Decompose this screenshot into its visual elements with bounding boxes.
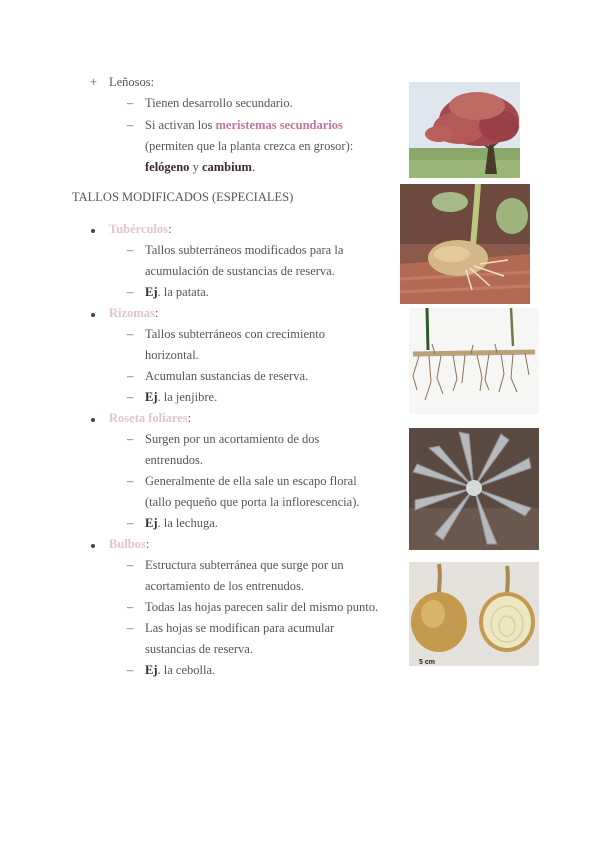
dash-marker: – xyxy=(127,285,134,299)
bullet-dot xyxy=(91,418,95,422)
dash-marker: – xyxy=(127,243,134,257)
tuberculos-title: Tubérculos: xyxy=(109,222,172,236)
rosette-photo xyxy=(409,428,539,550)
tuberculos-line-2: acumulación de sustancias de reserva. xyxy=(145,264,335,278)
dash-marker: – xyxy=(127,96,134,110)
dash-marker: – xyxy=(127,118,134,132)
rizomas-example: Ej. la jenjibre. xyxy=(145,390,218,404)
lenosos-item-2: Si activan los meristemas secundarios xyxy=(145,118,343,132)
dash-marker: – xyxy=(127,600,134,614)
onion-bulb-photo xyxy=(409,562,539,666)
rizomas-title: Rizomas: xyxy=(109,306,159,320)
bulbos-line-5: sustancias de reserva. xyxy=(145,642,253,656)
meristemas-term: meristemas secundarios xyxy=(215,118,343,132)
rhizome-photo xyxy=(409,308,539,414)
roseta-example: Ej. la lechuga. xyxy=(145,516,218,530)
bulbos-example: Ej. la cebolla. xyxy=(145,663,216,677)
bulbos-line-3: Todas las hojas parecen salir del mismo punto. xyxy=(145,600,379,614)
bullet-dot xyxy=(91,313,95,317)
lenosos-item-2-end: felógeno y cambium. xyxy=(145,160,256,174)
tree-photo xyxy=(409,82,520,178)
cambium-term: cambium xyxy=(201,160,252,174)
dash-marker: – xyxy=(127,390,134,404)
scale-label: 5 cm xyxy=(419,659,435,666)
roseta-line-4: (tallo pequeño que porta la inflorescencia). xyxy=(145,495,360,509)
lenosos-item-2-cont: (permiten que la planta crezca en grosor): xyxy=(145,139,354,153)
tuberculos-example: Ej. la patata. xyxy=(145,285,209,299)
roseta-line-3: Generalmente de ella sale un escapo floral xyxy=(145,474,357,488)
dash-marker: – xyxy=(127,327,134,341)
dash-marker: – xyxy=(127,663,134,677)
dash-marker: – xyxy=(127,558,134,572)
lenosos-item-1: Tienen desarrollo secundario. xyxy=(145,96,293,110)
rizomas-line-2: horizontal. xyxy=(145,348,199,362)
roseta-line-1: Surgen por un acortamiento de dos xyxy=(145,432,320,446)
rizomas-line-3: Acumulan sustancias de reserva. xyxy=(145,369,309,383)
bullet-dot xyxy=(91,544,95,548)
plus-marker: + xyxy=(90,75,98,89)
dash-marker: – xyxy=(127,432,134,446)
dash-marker: – xyxy=(127,516,134,530)
felogeno-term: felógeno xyxy=(145,160,190,174)
section-heading: TALLOS MODIFICADOS (ESPECIALES) xyxy=(72,190,294,204)
tuberculos-line-1: Tallos subterráneos modificados para la xyxy=(145,243,344,257)
bulbos-line-1: Estructura subterránea que surge por un xyxy=(145,558,344,572)
dash-marker: – xyxy=(127,369,134,383)
roseta-title: Roseta foliares: xyxy=(109,411,192,425)
bullet-dot xyxy=(91,229,95,233)
bulbos-line-4: Las hojas se modifican para acumular xyxy=(145,621,335,635)
bulbos-line-2: acortamiento de los entrenudos. xyxy=(145,579,304,593)
roseta-line-2: entrenudos. xyxy=(145,453,203,467)
lenosos-title: Leñosos: xyxy=(109,75,155,89)
rizomas-line-1: Tallos subterráneos con crecimiento xyxy=(145,327,325,341)
dash-marker: – xyxy=(127,621,134,635)
potato-tuber-photo xyxy=(400,184,530,304)
dash-marker: – xyxy=(127,474,134,488)
bulbos-title: Bulbos: xyxy=(109,537,150,551)
